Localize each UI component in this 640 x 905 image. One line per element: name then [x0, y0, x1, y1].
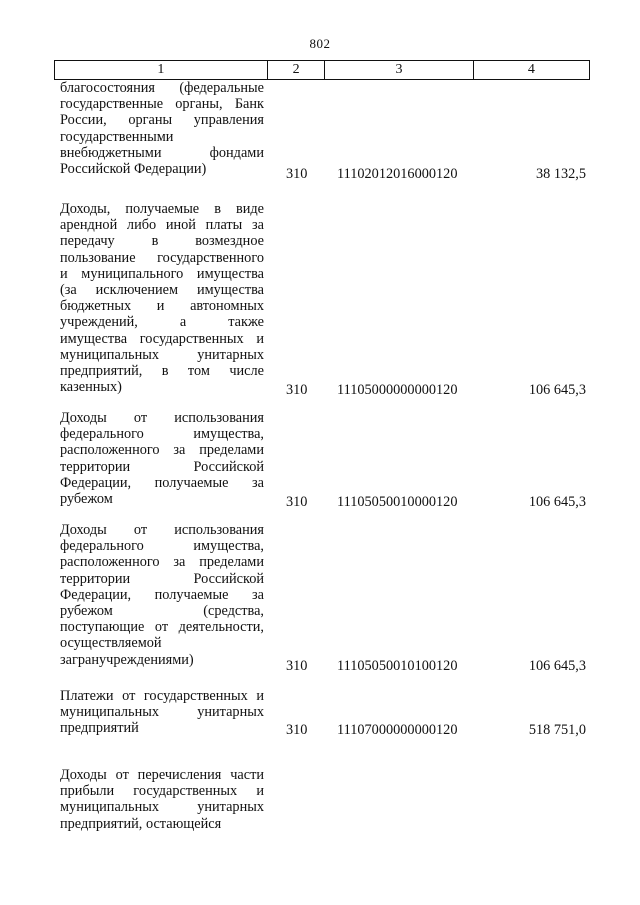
description-line: Платежи от государственных и	[60, 688, 264, 704]
description-line: пользование государственного	[60, 249, 264, 266]
column-header-2: 2	[267, 61, 325, 80]
description-line: Российской Федерации)	[60, 161, 207, 178]
description-line: муниципальных унитарных	[60, 704, 264, 721]
description-line: федерального имущества,	[60, 426, 264, 443]
column-header-1: 1	[55, 61, 268, 80]
admin-code: 310	[286, 658, 308, 674]
description-line: казенных)	[60, 379, 122, 396]
description-line: арендной либо иной платы за	[60, 217, 264, 234]
description-line: предприятий, в том числе	[60, 363, 264, 380]
kbk-code: 11105050010000120	[337, 494, 458, 510]
kbk-code: 11105000000000120	[337, 382, 458, 398]
description-line: осуществляемой	[60, 635, 162, 652]
description-line: территории Российской	[60, 458, 264, 475]
description-line: Федерации, получаемые за	[60, 586, 264, 603]
description-line: благосостояния (федеральные	[60, 80, 264, 96]
description-line: муниципальных унитарных	[60, 346, 264, 363]
admin-code: 310	[286, 494, 308, 510]
description-line: Доходы от использования	[60, 410, 264, 426]
description-line: учреждений, а также	[60, 314, 264, 331]
admin-code: 310	[286, 166, 308, 182]
description-line: внебюджетными фондами	[60, 144, 264, 161]
description-line: России, органы управления	[60, 112, 264, 129]
column-header-4: 4	[473, 61, 589, 80]
description-line: Доходы от использования	[60, 522, 264, 538]
page-number: 802	[309, 36, 331, 51]
row-description	[60, 410, 264, 507]
description-line: Доходы от перечисления части	[60, 767, 264, 783]
amount-value: 38 132,5	[535, 166, 586, 182]
admin-code: 310	[286, 722, 308, 738]
description-line: бюджетных и автономных	[60, 298, 264, 315]
description-line: федерального имущества,	[60, 538, 264, 555]
description-line: расположенного за пределами	[60, 554, 264, 571]
kbk-code: 11102012016000120	[337, 166, 458, 182]
description-line: предприятий, остающейся	[60, 815, 222, 832]
description-line: передачу в возмездное	[60, 233, 264, 250]
description-line: предприятий	[60, 720, 139, 737]
description-line: муниципальных унитарных	[60, 799, 264, 816]
row-description	[60, 201, 264, 395]
description-line: государственными	[60, 128, 174, 145]
amount-value: 106 645,3	[528, 494, 586, 510]
description-line: рубежом (средства,	[60, 603, 264, 620]
description-line: и муниципального имущества	[60, 265, 264, 282]
column-header-table	[54, 60, 590, 80]
description-line: загранучреждениями)	[60, 651, 194, 668]
description-line: прибыли государственных и	[60, 783, 264, 800]
row-description	[60, 80, 264, 177]
column-header-row	[55, 61, 590, 80]
description-line: (за исключением имущества	[60, 282, 264, 299]
kbk-code: 11107000000000120	[337, 722, 458, 738]
amount-value: 106 645,3	[528, 382, 586, 398]
description-line: расположенного за пределами	[60, 442, 264, 459]
description-line: Доходы, получаемые в виде	[60, 201, 264, 217]
column-header-3: 3	[325, 61, 473, 80]
amount-value: 106 645,3	[528, 658, 586, 674]
row-description	[60, 688, 264, 737]
description-line: территории Российской	[60, 570, 264, 587]
description-line: имущества государственных и	[60, 330, 264, 347]
description-line: рубежом	[60, 491, 113, 508]
admin-code: 310	[286, 382, 308, 398]
row-description	[60, 522, 264, 668]
row-description	[60, 767, 264, 832]
amount-value: 518 751,0	[528, 722, 586, 738]
description-line: государственные органы, Банк	[60, 96, 264, 113]
description-line: поступающие от деятельности,	[60, 619, 264, 636]
kbk-code: 11105050010100120	[337, 658, 458, 674]
description-line: Федерации, получаемые за	[60, 474, 264, 491]
